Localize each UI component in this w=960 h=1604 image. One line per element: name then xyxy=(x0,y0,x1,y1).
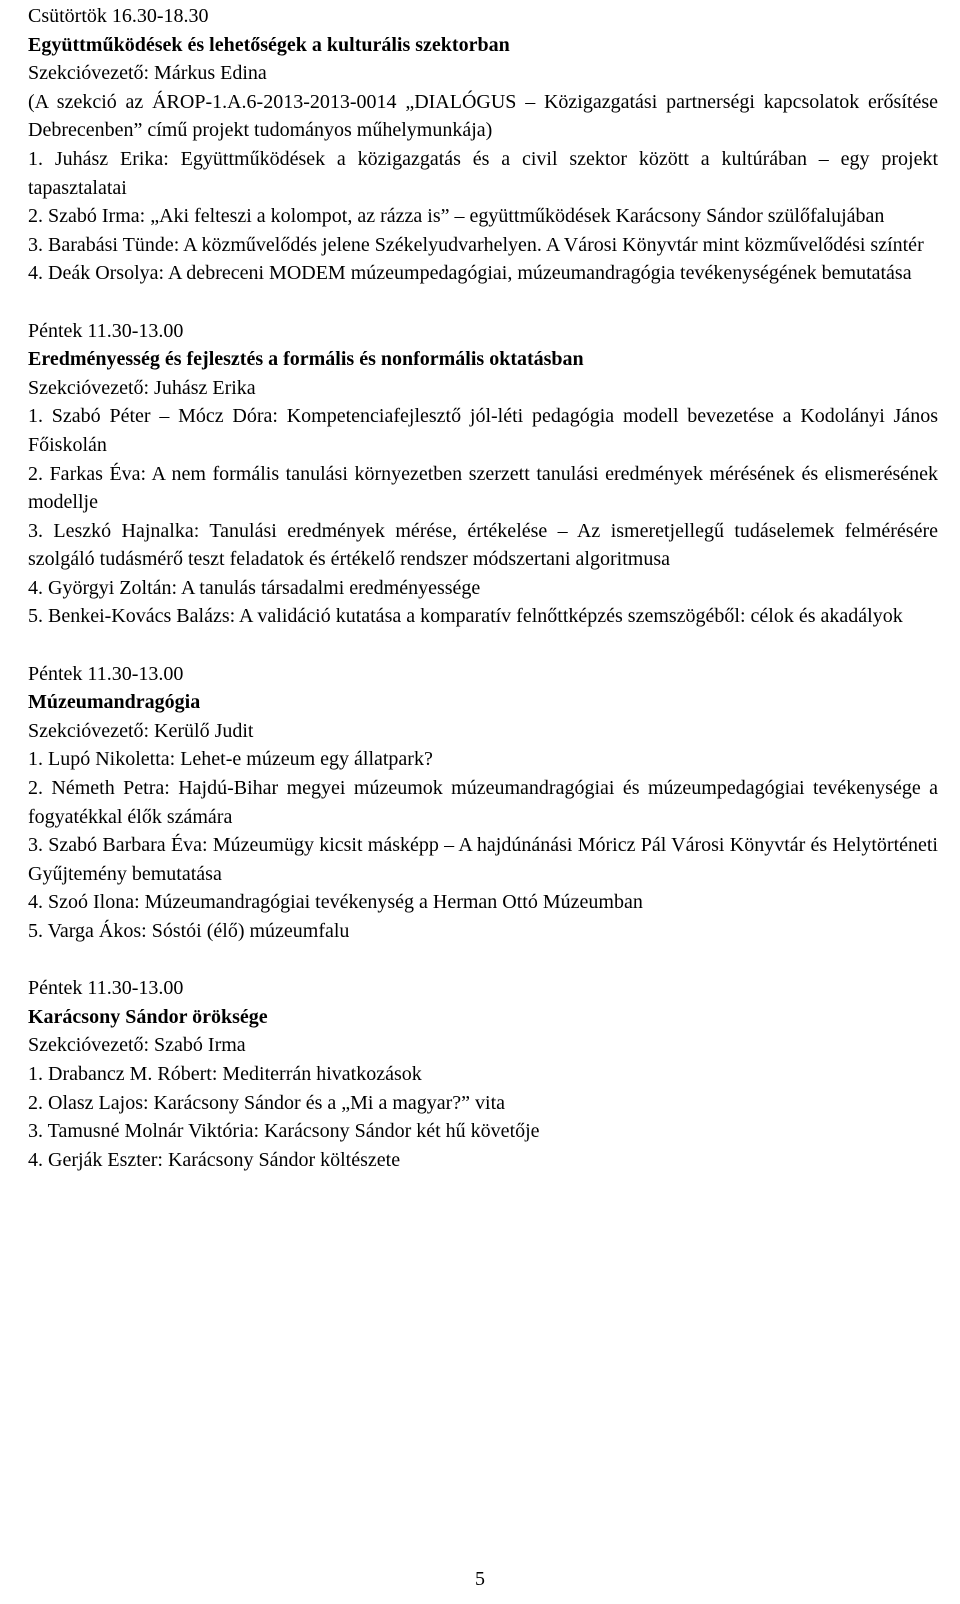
document-page xyxy=(28,2,938,1174)
list-item: 5. Varga Ákos: Sóstói (élő) múzeumfalu xyxy=(28,920,350,942)
list-item: 2. Szabó Irma: „Aki felteszi a kolompot, az rázza is” – együttműködések Karácsony Sándor szülőfalujában xyxy=(28,205,885,228)
list-item: 2. Németh Petra: Hajdú-Bihar megyei múzeumok múzeumandragógiai és múzeumpedagógiai tevékenysége a fogyatékkal élők számára xyxy=(28,777,938,828)
session-chair: Szekcióvezető: Szabó Irma xyxy=(28,1034,246,1057)
list-item: 1. Juhász Erika: Együttműködések a közigazgatás és a civil szektor között a kultúrában – egy projekt tapasztalatai xyxy=(28,147,938,199)
list-item: 4. Szoó Ilona: Múzeumandragógiai tevékenység a Herman Ottó Múzeumban xyxy=(28,891,643,914)
list-item: 3. Tamusné Molnár Viktória: Karácsony Sándor két hű követője xyxy=(28,1120,540,1143)
page-number: 5 xyxy=(475,1568,485,1590)
list-item: 2. Farkas Éva: A nem formális tanulási környezetben szerzett tanulási eredmények mérésének és elismerésének modellje xyxy=(28,462,938,514)
session-time: Péntek 11.30-13.00 xyxy=(28,662,184,685)
list-item: 4. Deák Orsolya: A debreceni MODEM múzeumpedagógiai, múzeumandragógia tevékenységének bemutatása xyxy=(28,262,912,285)
list-item: 2. Olasz Lajos: Karácsony Sándor és a „Mi a magyar?” vita xyxy=(28,1091,506,1114)
session-chair: Szekcióvezető: Juhász Erika xyxy=(28,376,256,399)
list-item: 1. Drabancz M. Róbert: Mediterrán hivatkozások xyxy=(28,1062,422,1085)
session-title: Együttműködések és lehetőségek a kulturális szektorban xyxy=(28,33,510,56)
list-item: 1. Szabó Péter – Mócz Dóra: Kompetenciafejlesztő jól-léti pedagógia modell bevezetése a Kodolányi János Főiskolán xyxy=(28,405,938,456)
session-note: (A szekció az ÁROP-1.A.6-2013-2013-0014 „DIALÓGUS – Közigazgatási partnerségi kapcsolatok erősítése Debrecenben” című projekt tudományos műhelymunkája) xyxy=(28,90,938,142)
session-block xyxy=(28,317,938,632)
session-block xyxy=(28,660,938,946)
session-block xyxy=(28,974,938,1174)
session-time: Csütörtök 16.30-18.30 xyxy=(28,5,209,27)
list-item: 3. Barabási Tünde: A közművelődés jelene Székelyudvarhelyen. A Városi Könyvtár mint közművelődési színtér xyxy=(28,233,924,256)
list-item: 4. Gerják Eszter: Karácsony Sándor költészete xyxy=(28,1148,401,1171)
list-item: 3. Leszkó Hajnalka: Tanulási eredmények mérése, értékelése – Az ismeretjellegű tudáselemek felmérésére szolgáló tudásmérő teszt feladatok és értékelő rendszer módszertani algoritmusa xyxy=(28,519,938,571)
list-item: 4. Györgyi Zoltán: A tanulás társadalmi eredményessége xyxy=(28,576,481,599)
session-block xyxy=(28,2,938,288)
list-item: 1. Lupó Nikoletta: Lehet-e múzeum egy állatpark? xyxy=(28,748,433,771)
session-chair: Szekcióvezető: Márkus Edina xyxy=(28,62,267,85)
session-time: Péntek 11.30-13.00 xyxy=(28,319,184,342)
session-chair: Szekcióvezető: Kerülő Judit xyxy=(28,719,254,742)
session-title: Múzeumandragógia xyxy=(28,691,201,714)
list-item: 3. Szabó Barbara Éva: Múzeumügy kicsit másképp – A hajdúnánási Móricz Pál Városi Könyvtár és Helytörténeti Gyűjtemény bemutatása xyxy=(28,834,938,885)
session-title: Eredményesség és fejlesztés a formális és nonformális oktatásban xyxy=(28,348,584,371)
session-time: Péntek 11.30-13.00 xyxy=(28,977,184,1000)
session-title: Karácsony Sándor öröksége xyxy=(28,1005,268,1028)
list-item: 5. Benkei-Kovács Balázs: A validáció kutatása a komparatív felnőttképzés szemszögéből: célok és akadályok xyxy=(28,605,903,628)
